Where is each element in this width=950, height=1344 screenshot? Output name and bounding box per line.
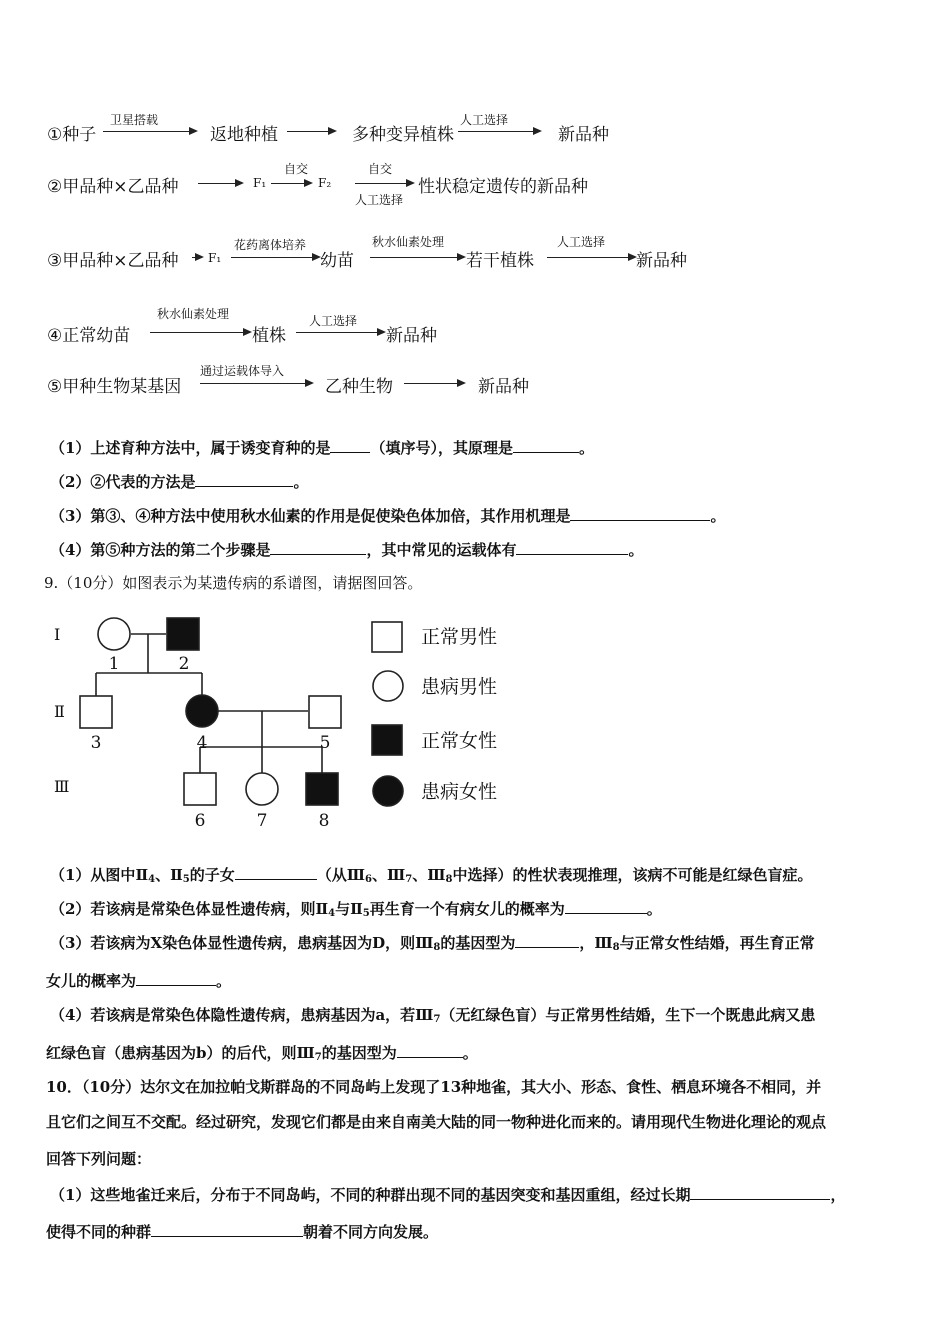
q10-line2: 且它们之间互不交配。经过研究，发现它们都是由来自南美大陆的同一物种进化而来的。请用现代生物进化理论的观点 [46, 1113, 827, 1131]
flow4-start: ④正常幼苗 [47, 326, 131, 346]
q10-line3: 回答下列问题： [46, 1150, 152, 1168]
legend-square-open [372, 622, 402, 652]
individual-III6 [184, 773, 216, 805]
flow2-f2: F₂ [318, 176, 332, 190]
flow2-start: ②甲品种×乙品种 [47, 177, 179, 197]
individual-I1 [98, 618, 130, 650]
flow1-step2: 返地种植 [210, 125, 278, 145]
flow4-label1: 秋水仙素处理 [157, 307, 230, 321]
legend-label-3: 正常女性 [421, 730, 498, 752]
individual-III8 [306, 773, 338, 805]
flow2-label3: 人工选择 [355, 193, 404, 207]
legend-label-1: 正常男性 [421, 626, 498, 648]
flow3-step2: 幼苗 [320, 251, 354, 271]
flow3-end: 新品种 [636, 251, 687, 271]
flow3-label3: 人工选择 [557, 235, 606, 249]
flow1-step3: 多种变异植株 [352, 125, 454, 145]
flow3-label2: 秋水仙素处理 [372, 235, 445, 249]
flow2-arrow3 [355, 183, 413, 184]
flow4-end: 新品种 [386, 326, 437, 346]
legend-label-2: 患病男性 [421, 676, 498, 698]
q9-blank4[interactable] [136, 971, 216, 986]
q8-blank3[interactable] [195, 472, 293, 487]
flow4-step2: 植株 [252, 326, 286, 346]
id-6: 6 [194, 811, 206, 831]
flow1-label1: 卫星搭载 [110, 113, 159, 127]
flow2-end: 性状稳定遗传的新品种 [418, 177, 588, 197]
flow5-arrow2 [404, 383, 464, 384]
q8-item4: （4）第⑤种方法的第二个步骤是 ，其中常见的运载体有 。 [50, 541, 644, 559]
q9-blank5[interactable] [397, 1043, 463, 1058]
flow1-arrow2 [287, 131, 335, 132]
flow2-label2: 自交 [368, 162, 393, 176]
flow3-label1: 花药离体培养 [234, 238, 307, 252]
flow4-label2: 人工选择 [309, 314, 358, 328]
flow2-f1: F₁ [253, 176, 267, 190]
flow4-arrow2 [296, 332, 384, 333]
gen-label-2: Ⅱ [54, 702, 65, 721]
id-7: 7 [256, 811, 268, 831]
flow1-start: ①种子 [47, 125, 97, 145]
flow5-start: ⑤甲种生物某基因 [47, 377, 182, 397]
flow3-arrow1 [231, 257, 319, 258]
flow3-arrow3 [547, 257, 635, 258]
q9-item3: （3）若该病为X染色体显性遗传病，患病基因为D，则$Ⅲ_8$的基因型为 ，$Ⅲ_8$与正常女性结婚，再生育正常 [50, 934, 815, 953]
q10-blank2[interactable] [151, 1222, 303, 1237]
flow1-arrow3 [458, 131, 540, 132]
flow3-arrow0 [192, 257, 202, 258]
flow3-step3: 若干植株 [466, 251, 534, 271]
legend-circle-open [373, 671, 403, 701]
id-4: 4 [196, 733, 208, 753]
individual-I2 [167, 618, 199, 650]
id-5: 5 [319, 733, 331, 753]
flow3-f1: F₁ [208, 251, 222, 265]
legend-square-filled [372, 725, 402, 755]
flow5-end: 新品种 [478, 377, 529, 397]
q8-item1: （1）上述育种方法中，属于诱变育种的是 （填序号），其原理是 。 [50, 439, 594, 457]
flow3-start: ③甲品种×乙品种 [47, 251, 179, 271]
gen-label-3: Ⅲ [54, 777, 70, 796]
id-3: 3 [90, 733, 102, 753]
q9-item4-cont: 红绿色盲（患病基因为b）的后代，则$Ⅲ_7$的基因型为 。 [46, 1044, 478, 1063]
q10-item1: （1）这些地雀迁来后，分布于不同岛屿，不同的种群出现不同的基因突变和基因重组，经过长期 ， [50, 1186, 846, 1204]
q9-item3-cont: 女儿的概率为 。 [46, 972, 232, 990]
q8-blank4[interactable] [570, 506, 710, 521]
individual-II4 [186, 695, 218, 727]
q9-blank1[interactable] [235, 865, 317, 880]
flow2-label1: 自交 [284, 162, 309, 176]
flow2-arrow2 [271, 183, 311, 184]
flow1-end: 新品种 [558, 125, 609, 145]
q9-item4: （4）若该病是常染色体隐性遗传病，患病基因为a，若$Ⅲ_7$（无红绿色盲）与正常男性结婚，生下一个既患此病又患 [50, 1006, 816, 1025]
legend-circle-filled [373, 776, 403, 806]
flow4-arrow1 [150, 332, 250, 333]
q8-blank2[interactable] [513, 438, 579, 453]
q9-item2: （2）若该病是常染色体显性遗传病，则$Ⅱ_4$与$Ⅱ_5$再生育一个有病女儿的概率为 。 [50, 900, 662, 919]
flow2-arrow1 [198, 183, 242, 184]
individual-II3 [80, 696, 112, 728]
q8-blank5[interactable] [270, 540, 366, 555]
q8-blank6[interactable] [516, 540, 628, 555]
pedigree-chart [40, 610, 560, 835]
q10-item1-cont: 使得不同的种群 朝着不同方向发展。 [46, 1223, 439, 1241]
gen-label-1: Ⅰ [54, 625, 61, 644]
q9-blank2[interactable] [565, 899, 647, 914]
flow5-arrow1 [200, 383, 312, 384]
id-8: 8 [318, 811, 330, 831]
q10-blank1[interactable] [690, 1185, 830, 1200]
q9-item1: （1）从图中$Ⅱ_4$、$Ⅱ_5$的子女 （从$Ⅲ_6$、$Ⅲ_7$、$Ⅲ_8$中选择）的性状表现推理，该病不可能是红绿色盲症。 [50, 866, 813, 885]
flow3-arrow2 [370, 257, 464, 258]
q10-line1: 10．（10分）达尔文在加拉帕戈斯群岛的不同岛屿上发现了13种地雀，其大小、形态、食性、栖息环境各不相同，并 [46, 1078, 822, 1096]
id-1: 1 [108, 654, 120, 674]
individual-III7 [246, 773, 278, 805]
q8-item3: （3）第③、④种方法中使用秋水仙素的作用是促使染色体加倍，其作用机理是 。 [50, 507, 726, 525]
flow1-label2: 人工选择 [460, 113, 509, 127]
q8-blank1[interactable] [330, 438, 370, 453]
id-2: 2 [178, 654, 190, 674]
q8-item2: （2）②代表的方法是 。 [50, 473, 309, 491]
flow5-label1: 通过运载体导入 [200, 364, 285, 378]
flow1-arrow1 [103, 131, 196, 132]
individual-II5 [309, 696, 341, 728]
flow5-step2: 乙种生物 [325, 377, 393, 397]
q9-title: 9.（10分）如图表示为某遗传病的系谱图，请据图回答。 [44, 574, 423, 592]
q9-blank3[interactable] [515, 933, 579, 948]
legend-label-4: 患病女性 [421, 781, 498, 803]
